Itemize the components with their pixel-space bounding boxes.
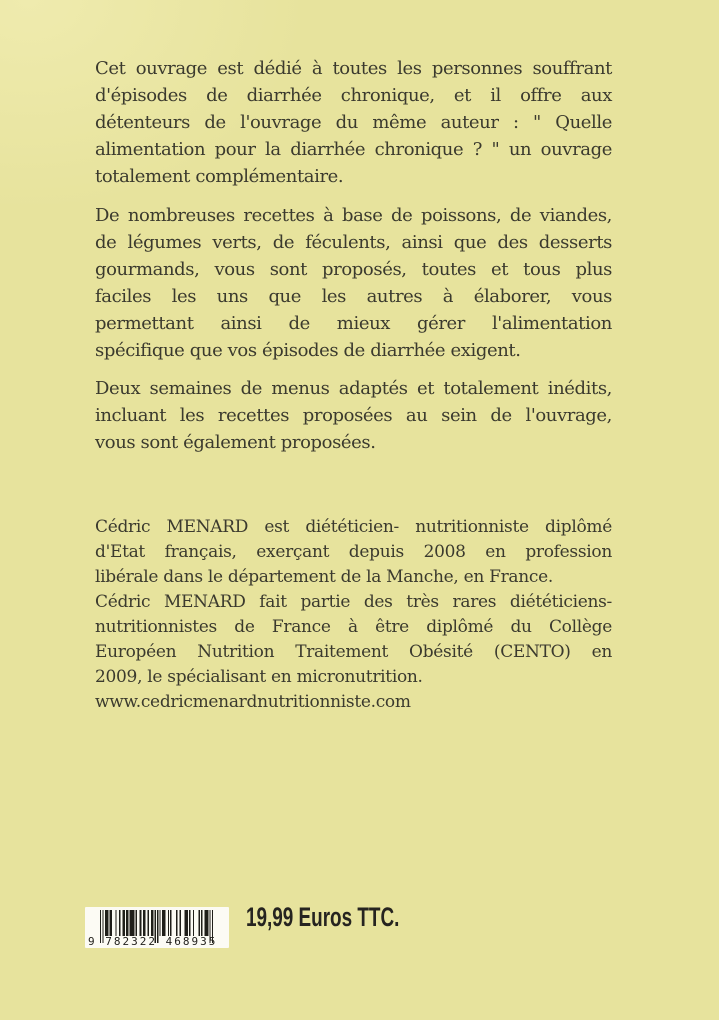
- text-line: Cédric MENARD fait partie des très rares diététiciens-: [95, 592, 612, 612]
- text-line: libérale dans le département de la Manche, en France.: [95, 567, 553, 587]
- text-line: spécifique que vos épisodes de diarrhée exigent.: [95, 340, 521, 361]
- text-line: Européen Nutrition Traitement Obésité (CENTO) en: [95, 642, 612, 662]
- text-line: alimentation pour la diarrhée chronique ? " un ouvrage: [95, 139, 612, 160]
- barcode-number: 9 782322 468935: [88, 935, 218, 948]
- cover-text: [95, 55, 612, 715]
- price-label: 19,99 Euros TTC.: [246, 902, 400, 932]
- text-line: d'épisodes de diarrhée chronique, et il offre aux: [95, 85, 612, 106]
- isbn-barcode: [85, 907, 229, 948]
- text-line: de légumes verts, de féculents, ainsi que des desserts: [95, 232, 612, 253]
- text-line: 2009, le spécialisant en micronutrition.: [95, 667, 423, 687]
- paragraph: [95, 55, 612, 190]
- text-line: permettant ainsi de mieux gérer l'alimentation: [95, 313, 612, 334]
- text-line: Cédric MENARD est diététicien- nutritionniste diplômé: [95, 517, 612, 537]
- text-line: gourmands, vous sont proposés, toutes et tous plus: [95, 259, 612, 280]
- text-line: nutritionnistes de France à être diplômé du Collège: [95, 617, 612, 637]
- text-line: détenteurs de l'ouvrage du même auteur : " Quelle: [95, 112, 612, 133]
- paragraph: [95, 202, 612, 364]
- text-line: incluant les recettes proposées au sein de l'ouvrage,: [95, 405, 612, 426]
- text-line: www.cedricmenardnutritionniste.com: [95, 692, 411, 712]
- text-line: totalement complémentaire.: [95, 166, 344, 187]
- text-line: d'Etat français, exerçant depuis 2008 en profession: [95, 542, 612, 562]
- text-line: faciles les uns que les autres à élaborer, vous: [95, 286, 612, 307]
- text-line: De nombreuses recettes à base de poissons, de viandes,: [95, 205, 612, 226]
- paragraph: [95, 375, 612, 456]
- text-line: Cet ouvrage est dédié à toutes les personnes souffrant: [95, 58, 612, 79]
- paragraph: [95, 515, 612, 715]
- text-line: vous sont également proposées.: [95, 432, 376, 453]
- text-line: Deux semaines de menus adaptés et totalement inédits,: [95, 378, 612, 399]
